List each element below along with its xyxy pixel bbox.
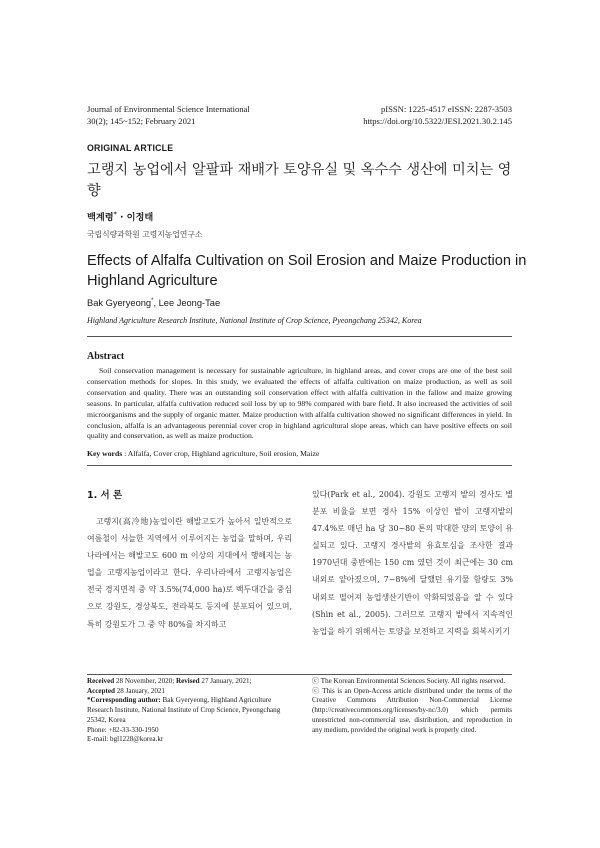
issn: pISSN: 1225-4517 eISSN: 2287-3503 — [380, 104, 512, 114]
english-affiliation: Highland Agriculture Research Institute, National Institute of Crop Science, Pyeongchang 25342, Korea — [87, 316, 422, 325]
email[interactable]: E-mail: bgl1228@korea.kr — [87, 735, 164, 744]
corresponding-text: Bak Gyeryeong, Highland Agriculture Research Institute, National Institute of Crop Science, Pyeongchang 25342, Korea — [87, 696, 281, 724]
keywords — [87, 449, 512, 458]
doi-link[interactable]: https://doi.org/10.5322/JESI.2021.30.2.145 — [363, 115, 512, 126]
footer-dates — [87, 677, 289, 745]
copyright: ⓒ The Korean Environmental Sciences Society. All rights reserved. — [312, 677, 506, 685]
phone: Phone: +82-33-330-1950 — [87, 725, 159, 734]
revised-label: Revised — [175, 677, 200, 685]
journal-identifiers — [363, 104, 512, 127]
license-text: ⓒ This is an Open-Access article distributed under the terms of the Creative Commons Attribution Non-Commercial License (http://creativecommons.org/licenses/by-nc/3.0) which permits unrestricted non-commercial use, distribution, and reproduction in any medium, provided the original work is properly cited. — [312, 686, 512, 734]
korean-authors — [87, 209, 153, 223]
abstract-heading: Abstract — [87, 351, 125, 362]
accepted-line — [87, 687, 289, 697]
english-corresponding-mark: * — [151, 298, 154, 304]
accepted-label: Accepted — [87, 686, 115, 695]
journal-name: Journal of Environmental Science International — [87, 104, 250, 114]
divider-abstract — [87, 465, 512, 466]
section-title: 1. 서 론 — [87, 490, 123, 501]
corresponding-label: *Corresponding author: — [87, 696, 161, 705]
english-title: Effects of Alfalfa Cultivation on Soil Erosion and Maize Production in Highland Agriculture — [87, 253, 527, 289]
journal-volume: 30(2); 145~152; February 2021 — [87, 115, 196, 126]
dates-line — [87, 677, 289, 687]
body-right-column: 있다(Park et al., 2004). 강원도 고랭지 밭의 경사도 별 분포 비율을 보면 경사 15% 이상인 밭이 고랭지밭의 47.4%로 매년 ha 당 30~80 톤의 막대한 양의 토양이 유실되고 있다. 고랭지 경사밭의 유효토심을 조사한 결과 1970년대 중반에는 150 cm 였던 것이 최근에는 30 cm 내외로 얕아졌으며, 7~8%에 달했던 유기물 함량도 3% 내외로 떨어져 농업생산기반이 악화되었음을 알 수 있다(Shin et al., 2005). 그러므로 고랭지 밭에서 지속적인 농업을 하기 위해서는 토양을 보전하고 지력을 회복시키기 — [312, 490, 513, 636]
korean-affiliation: 국립식량과학원 고령지농업연구소 — [87, 230, 203, 239]
journal-info — [87, 104, 250, 127]
accepted-date: 28 January, 2021 — [114, 686, 165, 695]
divider-top — [87, 336, 512, 337]
english-author-2: , Lee Jeong-Tae — [153, 298, 221, 309]
article-type: ORIGINAL ARTICLE — [87, 143, 174, 153]
revised-date: 27 January, 2021; — [199, 677, 252, 685]
corresponding-author — [87, 696, 289, 725]
author-separator: · — [116, 212, 127, 223]
english-author-1: Bak Gyeryeong — [87, 298, 152, 309]
received-label: Received — [87, 677, 115, 685]
received-date: 28 November, 2020; — [114, 677, 176, 685]
keywords-label: Key words — [87, 449, 123, 458]
english-authors — [87, 298, 220, 308]
divider-footer — [87, 674, 512, 675]
korean-author-2: 이정태 — [126, 212, 154, 223]
keywords-text: : Alfalfa, Cover crop, Highland agriculture, Soil erosion, Maize — [122, 449, 320, 458]
corresponding-mark: * — [113, 210, 117, 218]
korean-title: 고랭지 농업에서 알팔파 재배가 토양유실 및 옥수수 생산에 미치는 영향 — [87, 162, 512, 199]
abstract-text: Soil conservation management is necessary for sustainable agriculture, in highland areas, and cover crops are one of the best soil conservation methods for slopes. In this study, we evaluated the effects of alfalfa cultivation on maize production, as well as soil conservation and quality. There was an outstanding soil conservation effect with alfalfa cultivation in the fallow and maize growing seasons. In particular, alfalfa cultivation reduced soil loss by up to 98% compared with bare field. It also increased the activities of soil microorganisms and the supply of organic matter. Maize production with alfalfa cultivation showed no significant differences in yield. In conclusion, alfalfa is an advantageous perennial cover crop in highland agricultural slope areas, which can have positive effects on soil quality and conservation, as well as maize production. — [87, 366, 512, 441]
body-left-column: 고랭지(高冷地)농업이란 해발고도가 높아서 일반적으로 여름철이 서늘한 지역에서 이루어지는 농업을 말하며, 우리나라에서는 해발고도 600 m 이상의 지대에서 행해지는 농업을 고랭지농업이라고 한다. 우리나라에서 고랭지농업은 전국 경지면적 중 약 3.5%(74,000 ha)로 백두대간을 중심으로 강원도, 경상북도, 전라북도 등지에 분포되어 있으며, 특히 강원도가 그 중 약 80%를 차지하고 — [87, 517, 292, 629]
footer-license — [312, 677, 512, 735]
korean-author-1: 백계령 — [87, 212, 114, 223]
